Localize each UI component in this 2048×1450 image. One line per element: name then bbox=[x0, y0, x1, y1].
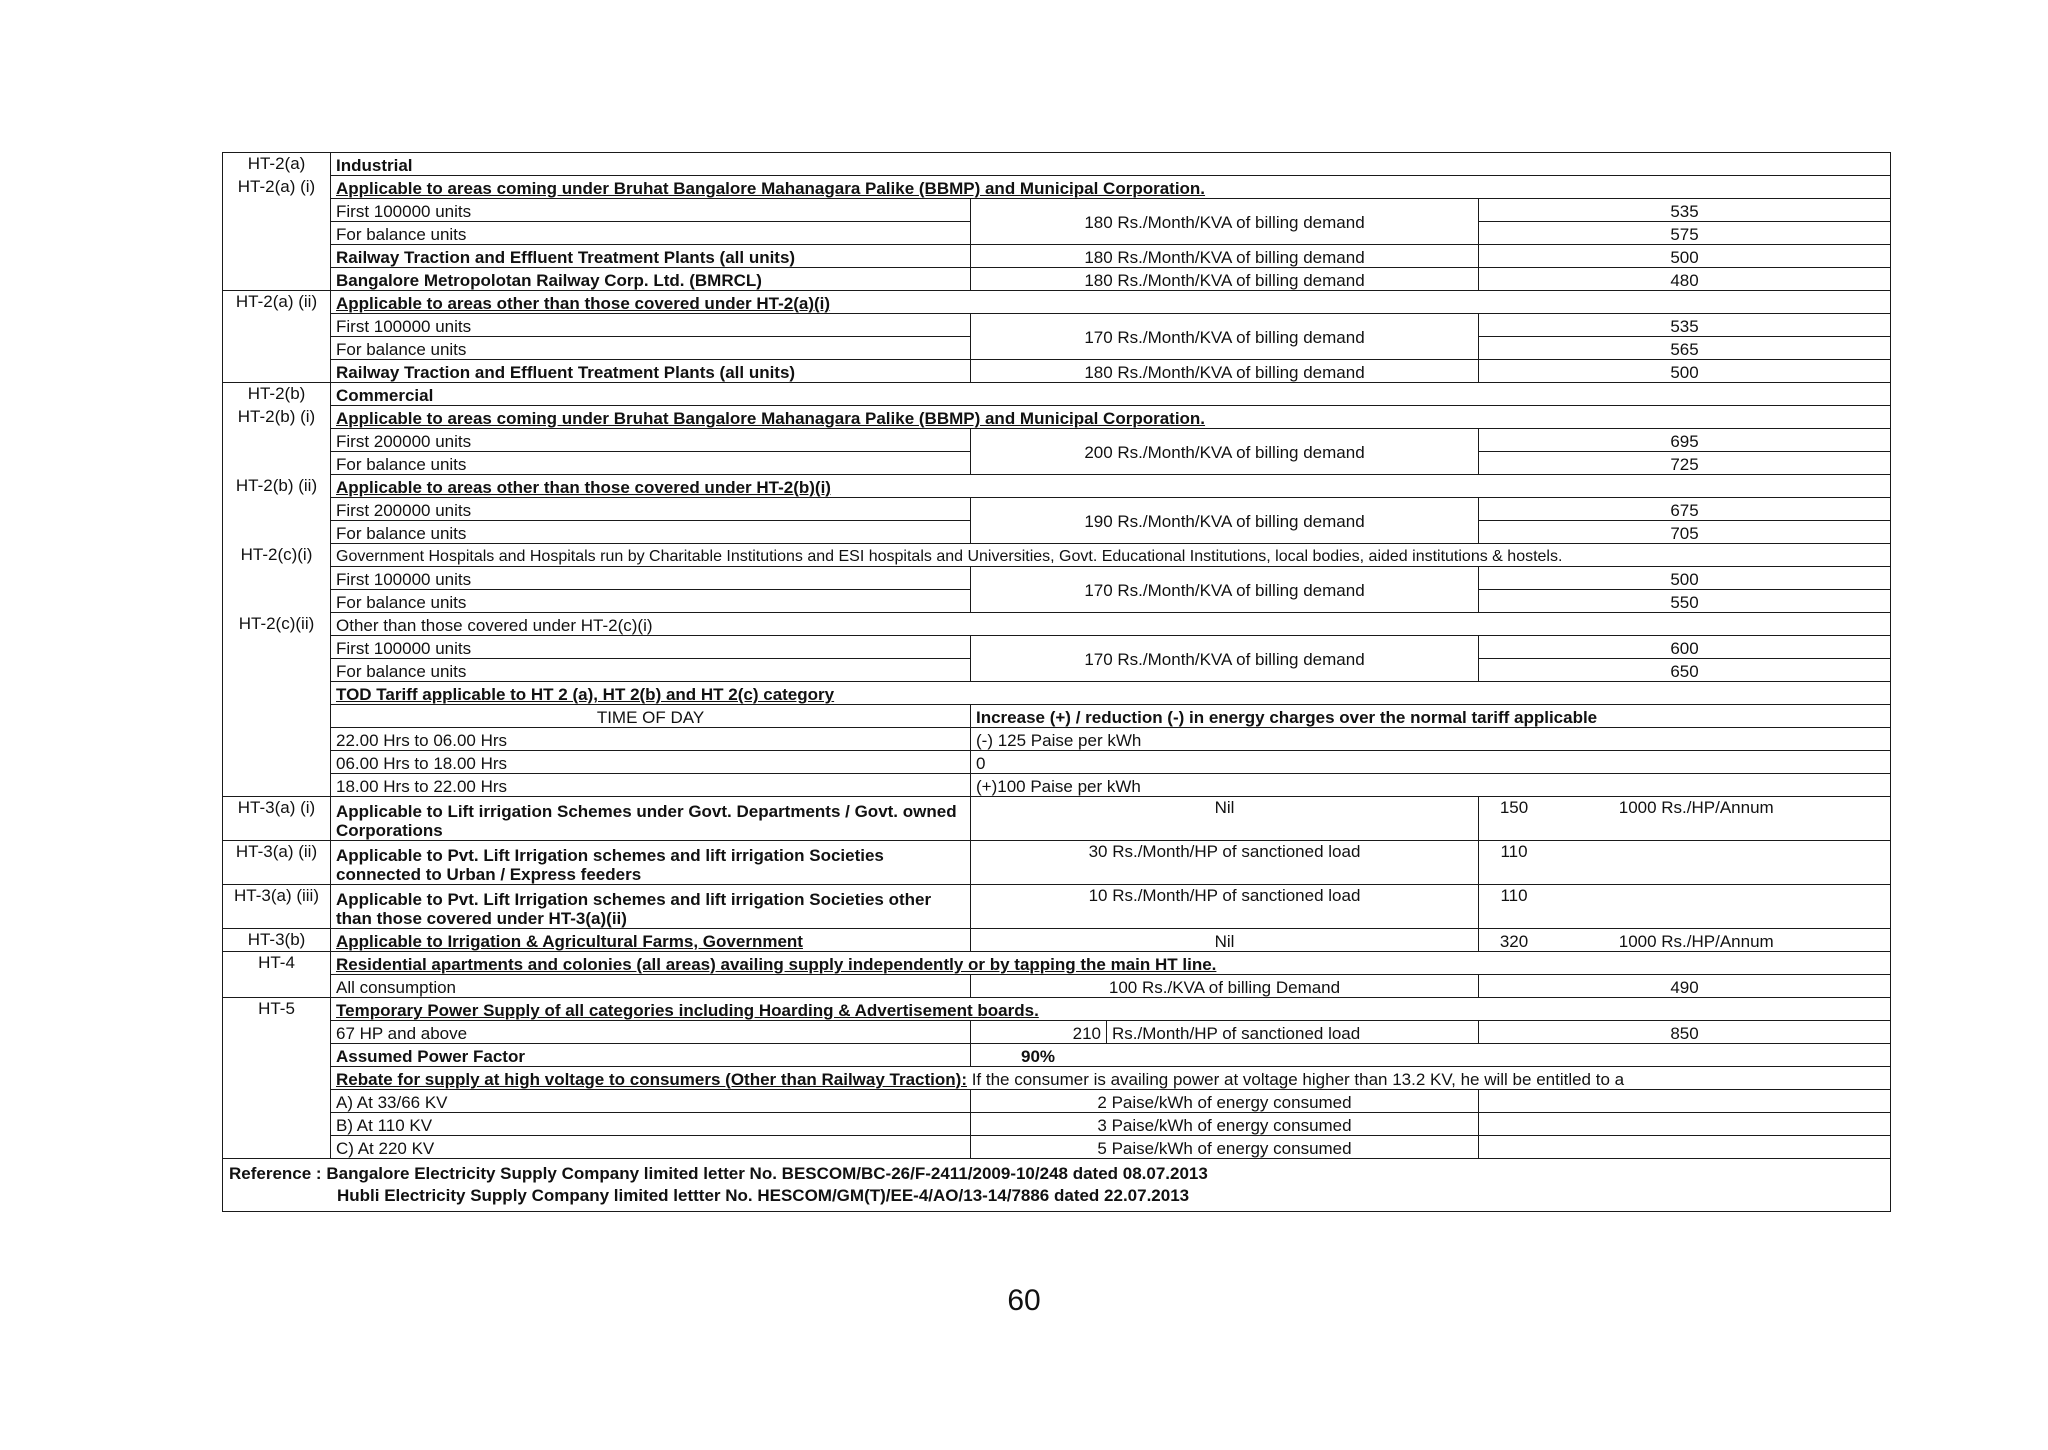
energy-rate: 650 bbox=[1479, 659, 1891, 682]
row-ht5-load bbox=[223, 1021, 1891, 1044]
slab-label: For balance units bbox=[331, 659, 971, 682]
tod-row bbox=[223, 751, 1891, 774]
reference-line-1: Bangalore Electricity Supply Company limited letter No. BESCOM/BC-26/F-2411/2009-10/248 dated 08.07.2013 bbox=[326, 1164, 1208, 1183]
reference-label: Reference : bbox=[229, 1164, 322, 1183]
slab-label: First 100000 units bbox=[331, 314, 971, 337]
row-ht2c-ii-title bbox=[223, 613, 1891, 636]
energy-rate: 725 bbox=[1479, 452, 1891, 475]
tod-change: (+)100 Paise per kWh bbox=[971, 774, 1891, 797]
tod-row bbox=[223, 774, 1891, 797]
slab-label: For balance units bbox=[331, 222, 971, 245]
category-code: HT-2(a) (ii) bbox=[223, 291, 331, 314]
section-title: Applicable to areas coming under Bruhat Bangalore Mahanagara Palike (BBMP) and Municipal Corporation. bbox=[331, 176, 1891, 199]
row-power-factor bbox=[223, 1044, 1891, 1067]
row-ht2b-heading bbox=[223, 383, 1891, 406]
demand-charge: 170 Rs./Month/KVA of billing demand bbox=[971, 636, 1479, 682]
category-code: HT-2(b) (i) bbox=[223, 406, 331, 429]
energy-rate: 575 bbox=[1479, 222, 1891, 245]
energy-rate: 500 bbox=[1479, 360, 1891, 383]
category-code: HT-4 bbox=[223, 952, 331, 975]
row-ht2b-i-title bbox=[223, 406, 1891, 429]
section-title: Applicable to areas other than those covered under HT-2(b)(i) bbox=[331, 475, 1891, 498]
slab-label: All consumption bbox=[331, 975, 971, 998]
row-ht2c-i-title bbox=[223, 544, 1891, 567]
energy-rate: 110 bbox=[1500, 842, 1528, 861]
slab-label: First 200000 units bbox=[331, 429, 971, 452]
category-heading: Industrial bbox=[331, 153, 1891, 176]
tod-time: 22.00 Hrs to 06.00 Hrs bbox=[331, 728, 971, 751]
section-title: Applicable to areas coming under Bruhat Bangalore Mahanagara Palike (BBMP) and Municipal Corporation. bbox=[331, 406, 1891, 429]
minimum-charge: 1000 Rs./HP/Annum bbox=[1618, 932, 1774, 951]
category-description: Applicable to Pvt. Lift Irrigation schemes and lift irrigation Societies connected to Urban / Express feeders bbox=[331, 841, 971, 885]
row-ht2a-i-bmrcl bbox=[223, 268, 1891, 291]
row-ht5-title bbox=[223, 998, 1891, 1021]
tod-time: 18.00 Hrs to 22.00 Hrs bbox=[331, 774, 971, 797]
energy-rate: 695 bbox=[1479, 429, 1891, 452]
reference-line-2: Hubli Electricity Supply Company limited lettter No. HESCOM/GM(T)/EE-4/AO/13-14/7886 dated 22.07.2013 bbox=[337, 1186, 1190, 1205]
row-ht2a-i-railway bbox=[223, 245, 1891, 268]
tod-time: 06.00 Hrs to 18.00 Hrs bbox=[331, 751, 971, 774]
row-ht2c-ii-first bbox=[223, 636, 1891, 659]
row-ht3a-i bbox=[223, 797, 1891, 841]
power-factor-label: Assumed Power Factor bbox=[331, 1044, 971, 1067]
fixed-charge-value: 210 bbox=[971, 1021, 1107, 1044]
rebate-voltage: C) At 220 KV bbox=[331, 1136, 971, 1159]
energy-rate: 150 bbox=[1499, 798, 1529, 817]
category-code: HT-3(a) (i) bbox=[223, 797, 331, 841]
rebate-value: 5 Paise/kWh of energy consumed bbox=[971, 1136, 1479, 1159]
row-ht3a-iii bbox=[223, 885, 1891, 929]
row-tod-header bbox=[223, 705, 1891, 728]
energy-rate: 705 bbox=[1479, 521, 1891, 544]
category-code: HT-2(c)(i) bbox=[223, 544, 331, 567]
energy-rate-cell bbox=[1479, 841, 1891, 885]
row-ht3a-ii bbox=[223, 841, 1891, 885]
rebate-title-cell bbox=[331, 1067, 1891, 1090]
row-ht4-title bbox=[223, 952, 1891, 975]
rebate-row bbox=[223, 1113, 1891, 1136]
energy-rate: 565 bbox=[1479, 337, 1891, 360]
energy-and-minimum bbox=[1479, 929, 1891, 952]
fixed-charge: 30 Rs./Month/HP of sanctioned load bbox=[971, 841, 1479, 885]
category-code: HT-2(a) bbox=[223, 153, 331, 176]
category-code: HT-2(b) bbox=[223, 383, 331, 406]
slab-label: Bangalore Metropolotan Railway Corp. Ltd. (BMRCL) bbox=[331, 268, 971, 291]
demand-charge: 180 Rs./Month/KVA of billing demand bbox=[971, 360, 1479, 383]
row-ht2a-i-title bbox=[223, 176, 1891, 199]
category-code: HT-3(a) (iii) bbox=[223, 885, 331, 929]
category-description: Applicable to Irrigation & Agricultural Farms, Government bbox=[331, 929, 971, 952]
demand-charge: 190 Rs./Month/KVA of billing demand bbox=[971, 498, 1479, 544]
tod-time-header: TIME OF DAY bbox=[331, 705, 971, 728]
rebate-row bbox=[223, 1136, 1891, 1159]
demand-charge: 180 Rs./Month/KVA of billing demand bbox=[971, 268, 1479, 291]
tod-title: TOD Tariff applicable to HT 2 (a), HT 2(b) and HT 2(c) category bbox=[331, 682, 1891, 705]
rebate-note: If the consumer is availing power at voltage higher than 13.2 KV, he will be entitled to a bbox=[966, 1070, 1625, 1089]
slab-label: Railway Traction and Effluent Treatment Plants (all units) bbox=[331, 360, 971, 383]
row-rebate-title bbox=[223, 1067, 1891, 1090]
energy-rate: 480 bbox=[1479, 268, 1891, 291]
tod-row bbox=[223, 728, 1891, 751]
demand-charge: 180 Rs./Month/KVA of billing demand bbox=[971, 199, 1479, 245]
rebate-value: 3 Paise/kWh of energy consumed bbox=[971, 1113, 1479, 1136]
row-ht2a-ii-railway bbox=[223, 360, 1891, 383]
row-tod-title bbox=[223, 682, 1891, 705]
demand-charge: 170 Rs./Month/KVA of billing demand bbox=[971, 314, 1479, 360]
slab-label: First 100000 units bbox=[331, 199, 971, 222]
slab-label: For balance units bbox=[331, 452, 971, 475]
demand-charge: 170 Rs./Month/KVA of billing demand bbox=[971, 567, 1479, 613]
energy-rate: 500 bbox=[1479, 245, 1891, 268]
fixed-charge: 10 Rs./Month/HP of sanctioned load bbox=[971, 885, 1479, 929]
section-title: Residential apartments and colonies (all areas) availing supply independently or by tapping the main HT line. bbox=[331, 952, 1891, 975]
minimum-charge: 1000 Rs./HP/Annum bbox=[1618, 798, 1774, 817]
section-title: Applicable to areas other than those covered under HT-2(a)(i) bbox=[331, 291, 1891, 314]
energy-rate: 320 bbox=[1499, 932, 1529, 951]
row-ht2b-ii-first bbox=[223, 498, 1891, 521]
row-ht2a-heading bbox=[223, 153, 1891, 176]
row-ht2a-i-first bbox=[223, 199, 1891, 222]
fixed-charge: Nil bbox=[971, 929, 1479, 952]
category-code: HT-5 bbox=[223, 998, 331, 1021]
energy-rate: 535 bbox=[1479, 314, 1891, 337]
rebate-row bbox=[223, 1090, 1891, 1113]
slab-label: For balance units bbox=[331, 590, 971, 613]
category-code: HT-3(b) bbox=[223, 929, 331, 952]
energy-rate: 490 bbox=[1479, 975, 1891, 998]
energy-rate: 600 bbox=[1479, 636, 1891, 659]
tod-change: 0 bbox=[971, 751, 1891, 774]
slab-label: First 100000 units bbox=[331, 636, 971, 659]
energy-rate-cell bbox=[1479, 885, 1891, 929]
row-ht2b-ii-title bbox=[223, 475, 1891, 498]
category-code: HT-3(a) (ii) bbox=[223, 841, 331, 885]
rebate-voltage: A) At 33/66 KV bbox=[331, 1090, 971, 1113]
power-factor-value: 90% bbox=[971, 1044, 1891, 1067]
slab-label: First 200000 units bbox=[331, 498, 971, 521]
slab-label: For balance units bbox=[331, 337, 971, 360]
energy-rate: 550 bbox=[1479, 590, 1891, 613]
section-title: Temporary Power Supply of all categories including Hoarding & Advertisement boards. bbox=[331, 998, 1891, 1021]
row-ht2b-i-first bbox=[223, 429, 1891, 452]
demand-charge: 200 Rs./Month/KVA of billing demand bbox=[971, 429, 1479, 475]
energy-rate: 850 bbox=[1479, 1021, 1891, 1044]
row-ht2a-ii-first bbox=[223, 314, 1891, 337]
row-ht3b bbox=[223, 929, 1891, 952]
tod-change: (-) 125 Paise per kWh bbox=[971, 728, 1891, 751]
energy-rate: 110 bbox=[1500, 886, 1528, 905]
rebate-value: 2 Paise/kWh of energy consumed bbox=[971, 1090, 1479, 1113]
energy-rate: 500 bbox=[1479, 567, 1891, 590]
slab-label: First 100000 units bbox=[331, 567, 971, 590]
category-code: HT-2(a) (i) bbox=[223, 176, 331, 199]
row-ht2a-ii-title bbox=[223, 291, 1891, 314]
category-code: HT-2(c)(ii) bbox=[223, 613, 331, 636]
energy-and-minimum bbox=[1479, 797, 1891, 841]
reference-block bbox=[223, 1159, 1891, 1212]
energy-rate: 675 bbox=[1479, 498, 1891, 521]
row-reference bbox=[223, 1159, 1891, 1212]
fixed-charge-unit: Rs./Month/HP of sanctioned load bbox=[1107, 1021, 1479, 1044]
page-number: 60 bbox=[1007, 1284, 1041, 1317]
tariff-table bbox=[222, 152, 1891, 1212]
category-description: Applicable to Lift irrigation Schemes under Govt. Departments / Govt. owned Corporations bbox=[331, 797, 971, 841]
fixed-charge: Nil bbox=[971, 797, 1479, 841]
category-description: Applicable to Pvt. Lift Irrigation schemes and lift irrigation Societies other than those covered under HT-3(a)(ii) bbox=[331, 885, 971, 929]
row-ht4-consumption bbox=[223, 975, 1891, 998]
category-heading: Commercial bbox=[331, 383, 1891, 406]
rebate-title: Rebate for supply at high voltage to consumers (Other than Railway Traction): bbox=[336, 1070, 967, 1089]
demand-charge: 180 Rs./Month/KVA of billing demand bbox=[971, 245, 1479, 268]
slab-label: Railway Traction and Effluent Treatment Plants (all units) bbox=[331, 245, 971, 268]
row-ht2c-i-first bbox=[223, 567, 1891, 590]
slab-label: 67 HP and above bbox=[331, 1021, 971, 1044]
section-title: Other than those covered under HT-2(c)(i) bbox=[331, 613, 1891, 636]
category-code: HT-2(b) (ii) bbox=[223, 475, 331, 498]
tod-change-header: Increase (+) / reduction (-) in energy charges over the normal tariff applicable bbox=[971, 705, 1891, 728]
rebate-voltage: B) At 110 KV bbox=[331, 1113, 971, 1136]
energy-rate: 535 bbox=[1479, 199, 1891, 222]
slab-label: For balance units bbox=[331, 521, 971, 544]
demand-charge: 100 Rs./KVA of billing Demand bbox=[971, 975, 1479, 998]
section-title: Government Hospitals and Hospitals run by Charitable Institutions and ESI hospitals and Universities, Govt. Educational Institutions, local bodies, aided institutions & hostels. bbox=[331, 544, 1891, 567]
